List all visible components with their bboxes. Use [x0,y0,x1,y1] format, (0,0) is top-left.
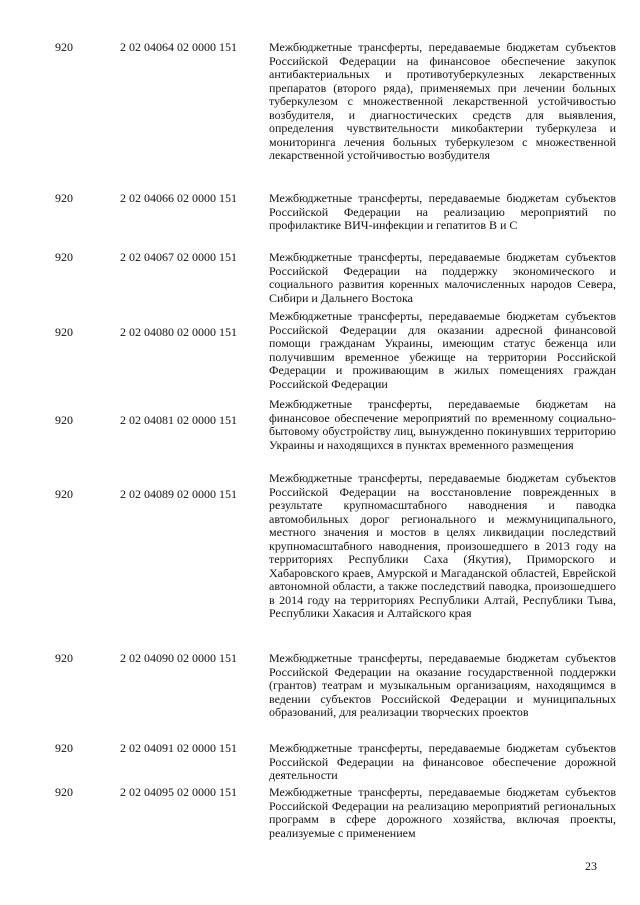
row-description: Межбюджетные трансферты, передаваемые бюджетам субъектов Российской Федерации на реализацию мероприятий региональных программ в сфере дорожного хозяйства, включая проекты, реализуемые с применением [269,785,616,840]
row-description: Межбюджетные трансферты, передаваемые бюджетам субъектов Российской Федерации на оказание государственной поддержки (грантов) театрам и музыкальным организациям, находящимся в ведении субъектов Российской Федерации и муниципальных образований, для реализации творческих проектов [269,651,616,719]
row-description: Межбюджетные трансферты, передаваемые бюджетам субъектов Российской Федерации на финансовое обеспечение закупок антибактериальных и противотуберкулезных лекарственных препаратов (второго ряда), применяемых при лечении больных туберкулезом с множественной лекарственной устойчивостью возбудителя, и диагностических средств для выявления, определения чувствительности микобактерии туберкулеза и мониторинга лечения больных туберкулезом с множественной лекарственной устойчивостью возбудителя [269,40,616,162]
budget-code: 2 02 04066 02 0000 151 [120,191,237,205]
page-number: 23 [585,859,597,873]
budget-code: 2 02 04095 02 0000 151 [120,785,237,799]
admin-code: 920 [55,325,73,339]
budget-code: 2 02 04081 02 0000 151 [120,413,237,427]
admin-code: 920 [55,40,73,54]
row-description: Межбюджетные трансферты, передаваемые бюджетам субъектов Российской Федерации на восстановление поврежденных в результате крупномасштабного наводнения и паводка автомобильных дорог регионального и межмуниципального, местного значения и мостов в целях ликвидации последствий крупномасштабного наводнения, произошедшего в 2013 году на территориях Республики Саха (Якутия), Приморского и Хабаровского краев, Амурской и Магаданской областей, Еврейской автономной области, а также последствий паводка, произошедшего в 2014 году на территориях Республики Алтай, Республики Тыва, Республики Хакасия и Алтайского края [269,471,616,620]
admin-code: 920 [55,191,73,205]
admin-code: 920 [55,651,73,665]
budget-code: 2 02 04067 02 0000 151 [120,250,237,264]
admin-code: 920 [55,413,73,427]
budget-code: 2 02 04064 02 0000 151 [120,40,237,54]
row-description: Межбюджетные трансферты, передаваемые бюджетам субъектов Российской Федерации для оказании адресной финансовой помощи гражданам Украины, имеющим статус беженца или получившим временное убежище на территории Российской Федерации и проживающим в жилых помещениях граждан Российской Федерации [269,309,616,391]
row-description: Межбюджетные трансферты, передаваемые бюджетам на финансовое обеспечение мероприятий по временному социально-бытовому обустройству лиц, вынужденно покинувших территорию Украины и находящихся в пунктах временного размещения [269,397,616,452]
admin-code: 920 [55,487,73,501]
budget-code: 2 02 04090 02 0000 151 [120,651,237,665]
budget-code: 2 02 04089 02 0000 151 [120,487,237,501]
admin-code: 920 [55,785,73,799]
row-description: Межбюджетные трансферты, передаваемые бюджетам субъектов Российской Федерации на финансовое обеспечение дорожной деятельности [269,741,616,782]
budget-code: 2 02 04091 02 0000 151 [120,741,237,755]
row-description: Межбюджетные трансферты, передаваемые бюджетам субъектов Российской Федерации на поддержку экономического и социального развития коренных малочисленных народов Севера, Сибири и Дальнего Востока [269,250,616,305]
admin-code: 920 [55,741,73,755]
row-description: Межбюджетные трансферты, передаваемые бюджетам субъектов Российской Федерации на реализацию мероприятий по профилактике ВИЧ-инфекции и гепатитов В и С [269,191,616,232]
admin-code: 920 [55,250,73,264]
budget-code: 2 02 04080 02 0000 151 [120,325,237,339]
